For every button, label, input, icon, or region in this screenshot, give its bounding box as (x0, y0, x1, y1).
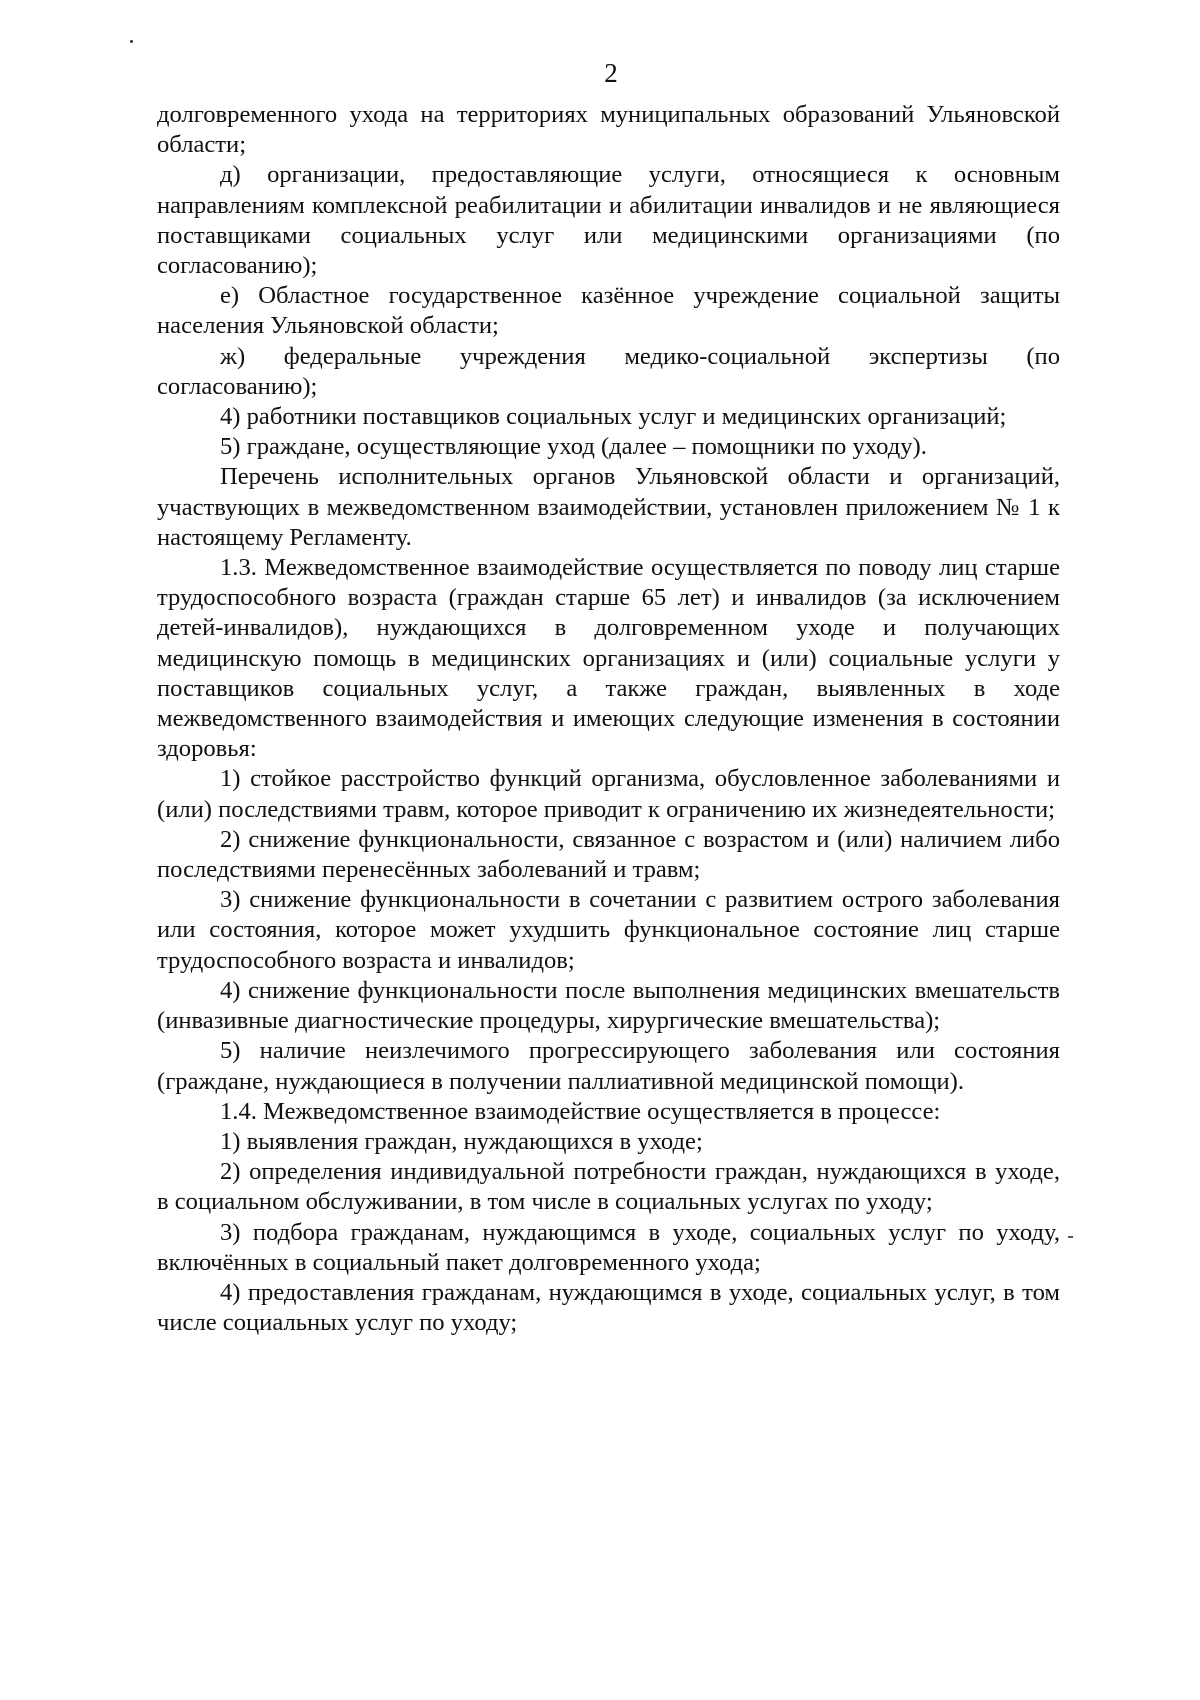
paragraph: 5) граждане, осуществляющие уход (далее – помощники по уходу). (220, 433, 927, 461)
paragraph: Перечень исполнительных органов Ульяновской области и организаций, участвующих в межведомственном взаимодействии, установлен приложением № 1 к настоящему Регламенту. (157, 463, 1060, 551)
paragraph: 4) снижение функциональности после выполнения медицинских вмешательств (инвазивные диагностические процедуры, хирургические вмешательства); (157, 976, 1060, 1035)
paragraph: 2) снижение функциональности, связанное с возрастом и (или) наличием либо последствиями перенесённых заболеваний и травм; (157, 825, 1060, 884)
paragraph: д) организации, предоставляющие услуги, относящиеся к основным направлениям комплексной реабилитации и абилитации инвалидов и не являющиеся поставщиками социальных услуг или медицинскими организациями (по согласованию); (157, 161, 1060, 280)
paragraph: 1) стойкое расстройство функций организма, обусловленное заболеваниями и (или) последствиями травм, которое приводит к ограничению их жизнедеятельности; (157, 765, 1060, 823)
page-number: 2 (604, 58, 618, 88)
paragraph: 2) определения индивидуальной потребности граждан, нуждающихся в уходе, в социальном обслуживании, в том числе в социальных услугах по уходу; (157, 1158, 1060, 1216)
paragraph: долговременного ухода на территориях муниципальных образований Ульяновской области; (157, 101, 1060, 159)
paragraph: 4) работники поставщиков социальных услуг и медицинских организаций; (220, 403, 1007, 431)
paragraph: ж) федеральные учреждения медико-социальной экспертизы (по согласованию); (157, 342, 1060, 400)
paragraph: 1.3. Межведомственное взаимодействие осуществляется по поводу лиц старше трудоспособного возраста (граждан старше 65 лет) и инвалидов (за исключением детей-инвалидов), нуждающихся в долговременном уходе и получающих медицинскую помощь в медицинских организациях и (или) социальные услуги у поставщиков социальных услуг, а также граждан, выявленных в ходе межведомственного взаимодействия и имеющих следующие изменения в состоянии здоровья: (157, 554, 1060, 763)
scan-speck (130, 40, 133, 43)
document-body (157, 100, 1060, 1338)
paragraph: 1.4. Межведомственное взаимодействие осуществляется в процессе: (220, 1097, 941, 1125)
paragraph: 3) снижение функциональности в сочетании с развитием острого заболевания или состояния, которое может ухудшить функциональное состояние лиц старше трудоспособного возраста и инвалидов; (157, 886, 1060, 974)
paragraph: 4) предоставления гражданам, нуждающимся в уходе, социальных услуг, в том числе социальных услуг по уходу; (157, 1278, 1060, 1337)
paragraph: 3) подбора гражданам, нуждающимся в уходе, социальных услуг по уходу, включённых в социальный пакет долговременного ухода; (157, 1218, 1060, 1276)
paragraph: 1) выявления граждан, нуждающихся в уходе; (220, 1127, 703, 1155)
scan-speck (1068, 1236, 1073, 1238)
paragraph: е) Областное государственное казённое учреждение социальной защиты населения Ульяновской области; (157, 282, 1060, 340)
paragraph: 5) наличие неизлечимого прогрессирующего заболевания или состояния (граждане, нуждающиеся в получении паллиативной медицинской помощи). (157, 1037, 1060, 1095)
